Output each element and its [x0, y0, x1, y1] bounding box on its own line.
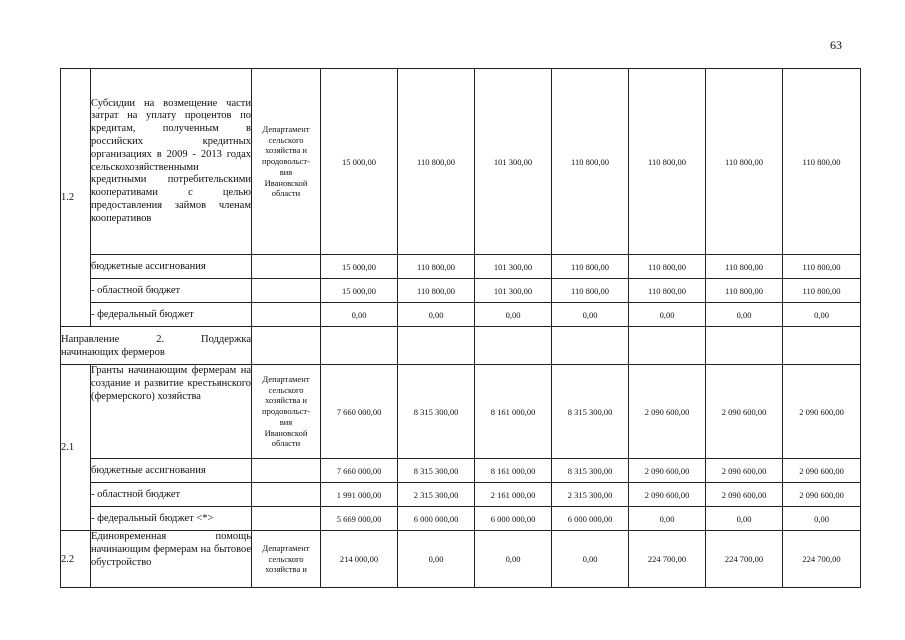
subrow-label: - федеральный бюджет — [91, 303, 252, 327]
value-cell: 7 660 000,00 — [321, 459, 398, 483]
responsible-org — [252, 365, 321, 459]
value-cell: 2 090 600,00 — [629, 365, 706, 459]
value-cell: 101 300,00 — [475, 69, 552, 255]
value-cell: 0,00 — [629, 507, 706, 531]
table-row-federal-budget — [61, 303, 861, 327]
value-cell: 8 161 000,00 — [475, 459, 552, 483]
value-cell: 110 800,00 — [783, 255, 861, 279]
org-line: области — [271, 188, 301, 199]
org-line: Департамент — [262, 542, 310, 553]
value-cell: 110 800,00 — [398, 279, 475, 303]
org-line: Департамент — [262, 373, 310, 384]
empty-cell — [252, 459, 321, 483]
value-cell: 15 000,00 — [321, 255, 398, 279]
value-cell: 2 315 300,00 — [398, 483, 475, 507]
value-cell: 0,00 — [552, 531, 629, 588]
value-cell: 8 161 000,00 — [475, 365, 552, 459]
empty-cell — [252, 303, 321, 327]
value-cell: 0,00 — [783, 507, 861, 531]
value-cell: 6 000 000,00 — [552, 507, 629, 531]
empty-cell — [321, 327, 398, 365]
value-cell: 110 800,00 — [552, 69, 629, 255]
value-cell: 110 800,00 — [783, 69, 861, 255]
value-cell: 6 000 000,00 — [398, 507, 475, 531]
value-cell: 0,00 — [706, 507, 783, 531]
value-cell: 224 700,00 — [706, 531, 783, 588]
value-cell: 110 800,00 — [629, 255, 706, 279]
value-cell: 110 800,00 — [398, 69, 475, 255]
value-cell: 0,00 — [475, 531, 552, 588]
measure-title: Гранты начинающим фермерам на создание и развитие крестьянского (фермерского) хозяйства — [91, 365, 252, 459]
org-line: вия — [279, 166, 293, 177]
budget-table — [60, 68, 861, 588]
value-cell: 15 000,00 — [321, 279, 398, 303]
subrow-label: - областной бюджет — [91, 483, 252, 507]
direction-heading-line: Направление 2. Поддержка — [61, 333, 251, 345]
direction-heading-line: начинающих фермеров — [61, 346, 165, 358]
table-row-direction-2 — [61, 327, 861, 365]
value-cell: 110 800,00 — [706, 279, 783, 303]
value-cell: 5 669 000,00 — [321, 507, 398, 531]
table-row-2-2 — [61, 531, 861, 588]
subrow-label: - федеральный бюджет <*> — [91, 507, 252, 531]
org-line: Департамент — [262, 123, 310, 134]
value-cell: 2 090 600,00 — [783, 483, 861, 507]
subrow-label: бюджетные ассигнования — [91, 255, 252, 279]
table-row-2-1 — [61, 365, 861, 459]
org-line: Ивановской — [264, 427, 308, 438]
value-cell: 2 090 600,00 — [706, 459, 783, 483]
value-cell: 6 000 000,00 — [475, 507, 552, 531]
value-cell: 0,00 — [706, 303, 783, 327]
table-row-regional-budget — [61, 279, 861, 303]
org-line: вия — [279, 416, 293, 427]
table-row-1-2 — [61, 69, 861, 255]
value-cell: 0,00 — [398, 303, 475, 327]
measure-title: Субсидии на возмещение части затрат на уплату процентов по кредитам, полученным в российских кредитных организациях в 2009 - 2013 годах сельскохозяйственными кредитными потребительскими кооперативами с целью предоставления займов членам кооперативов — [91, 69, 252, 255]
empty-cell — [252, 327, 321, 365]
responsible-org — [252, 531, 321, 588]
org-line: хозяйства и — [265, 145, 307, 156]
table-row-budget-allocations — [61, 255, 861, 279]
value-cell: 110 800,00 — [552, 279, 629, 303]
table-row-regional-budget — [61, 483, 861, 507]
value-cell: 8 315 300,00 — [552, 459, 629, 483]
value-cell: 0,00 — [783, 303, 861, 327]
value-cell: 0,00 — [321, 303, 398, 327]
org-line: хозяйства и — [265, 395, 307, 406]
value-cell: 110 800,00 — [629, 69, 706, 255]
value-cell: 1 991 000,00 — [321, 483, 398, 507]
row-number: 2.1 — [61, 365, 91, 531]
value-cell: 2 090 600,00 — [783, 459, 861, 483]
subrow-label: бюджетные ассигнования — [91, 459, 252, 483]
subrow-label: - областной бюджет — [91, 279, 252, 303]
org-line: сельского — [268, 553, 304, 564]
value-cell: 214 000,00 — [321, 531, 398, 588]
value-cell: 8 315 300,00 — [398, 365, 475, 459]
value-cell: 224 700,00 — [783, 531, 861, 588]
value-cell: 0,00 — [552, 303, 629, 327]
empty-cell — [552, 327, 629, 365]
value-cell: 110 800,00 — [552, 255, 629, 279]
value-cell: 110 800,00 — [629, 279, 706, 303]
org-line: продовольст- — [262, 156, 310, 167]
org-line: Ивановской — [264, 177, 308, 188]
value-cell: 0,00 — [398, 531, 475, 588]
row-number: 1.2 — [61, 69, 91, 327]
table-row-budget-allocations — [61, 459, 861, 483]
org-line: хозяйства и — [265, 564, 307, 575]
direction-heading — [61, 327, 252, 365]
page-number: 63 — [830, 38, 842, 52]
org-line: продовольст- — [262, 406, 310, 417]
value-cell: 110 800,00 — [706, 255, 783, 279]
value-cell: 2 090 600,00 — [629, 459, 706, 483]
value-cell: 0,00 — [475, 303, 552, 327]
value-cell: 110 800,00 — [706, 69, 783, 255]
value-cell: 0,00 — [629, 303, 706, 327]
value-cell: 8 315 300,00 — [398, 459, 475, 483]
org-line: области — [271, 438, 301, 449]
value-cell: 110 800,00 — [398, 255, 475, 279]
empty-cell — [398, 327, 475, 365]
row-number: 2.2 — [61, 531, 91, 588]
org-line: сельского — [268, 134, 304, 145]
empty-cell — [252, 483, 321, 507]
value-cell: 110 800,00 — [783, 279, 861, 303]
value-cell: 101 300,00 — [475, 255, 552, 279]
value-cell: 2 090 600,00 — [706, 365, 783, 459]
value-cell: 101 300,00 — [475, 279, 552, 303]
value-cell: 224 700,00 — [629, 531, 706, 588]
empty-cell — [629, 327, 706, 365]
empty-cell — [783, 327, 861, 365]
measure-title: Единовременная помощь начинающим фермерам на бытовое обустройство — [91, 531, 252, 588]
empty-cell — [252, 279, 321, 303]
empty-cell — [475, 327, 552, 365]
responsible-org — [252, 69, 321, 255]
value-cell: 2 090 600,00 — [629, 483, 706, 507]
empty-cell — [252, 507, 321, 531]
value-cell: 2 090 600,00 — [783, 365, 861, 459]
value-cell: 7 660 000,00 — [321, 365, 398, 459]
table-row-federal-budget — [61, 507, 861, 531]
empty-cell — [252, 255, 321, 279]
empty-cell — [706, 327, 783, 365]
value-cell: 2 161 000,00 — [475, 483, 552, 507]
value-cell: 2 315 300,00 — [552, 483, 629, 507]
value-cell: 8 315 300,00 — [552, 365, 629, 459]
org-line: сельского — [268, 384, 304, 395]
value-cell: 15 000,00 — [321, 69, 398, 255]
value-cell: 2 090 600,00 — [706, 483, 783, 507]
